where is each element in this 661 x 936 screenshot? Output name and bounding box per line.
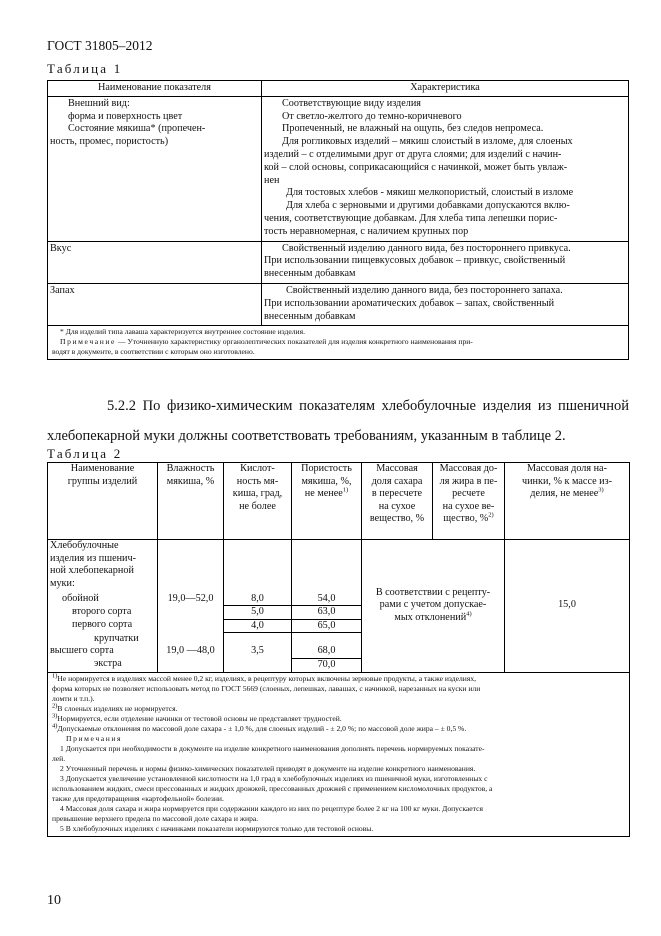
moisture-value: 19,0—52,0 <box>158 593 224 606</box>
document-header: ГОСТ 31805–2012 <box>47 38 153 53</box>
indicator-name: ность, промес, пористость) <box>50 136 169 148</box>
cell <box>224 633 292 646</box>
note-text: 3 Допускается увеличение установленной кислотности на 1,0 град в хлебобулочных изделиях из пшеничной муки, изготовленных с <box>60 773 488 783</box>
footnote-text: Нормируется, если отделение начинки от тестовой основы не представляет трудностей. <box>57 713 342 723</box>
acidity-value: 4,0 <box>224 619 292 633</box>
filling-value: 15,0 <box>558 599 576 611</box>
acidity-value: 5,0 <box>224 606 292 620</box>
characteristic-text: нен <box>264 174 280 186</box>
characteristic-text: При использовании ароматических добавок – запах, свойственный <box>264 297 555 309</box>
indicator-name: Состояние мякиша* (пропечен- <box>68 123 206 135</box>
filling-cell <box>505 540 630 673</box>
sugar-fat-text: мых отклонений <box>394 612 467 624</box>
sugar-fat-cell <box>362 540 505 673</box>
table-1 <box>47 80 629 360</box>
note-text: 2 Уточненный перечень и нормы физико-химических показателей приводят в документе на изделие конкретного наименования. <box>60 763 476 773</box>
row-name: обойной <box>48 593 158 606</box>
note-text: — Уточненную характеристику органолептических показателей для изделия конкретного наименования при- <box>116 337 473 347</box>
acidity-value: 3,5 <box>224 645 292 658</box>
note-text: превышение верхнего предела по массовой доле сахара и жира. <box>52 813 259 823</box>
paragraph-line: хлебопекарной муки должны соответствовать требованиям, указанным в таблице 2. <box>47 428 566 444</box>
table-row <box>48 241 629 283</box>
characteristic-text: Для рогликовых изделий – мякиш слоистый в изломе, для слоеных <box>282 136 573 148</box>
characteristic-text: тость неравномерная, с наличием крупных пор <box>264 225 469 237</box>
note-text: 1 Допускается при необходимости в документе на изделие конкретного наименования дополнять перечень нормируемых показате- <box>60 743 485 753</box>
porosity-value: 54,0 <box>292 593 362 606</box>
table-row <box>48 540 630 593</box>
header-text: Массовая до- <box>439 463 498 474</box>
header-text: мякиша, % <box>166 475 215 487</box>
header-text: Влажность <box>166 463 215 474</box>
footnote-mark: 2) <box>488 511 494 519</box>
porosity-value: 65,0 <box>292 619 362 633</box>
header-text: не более <box>239 500 276 512</box>
header-text: доля сахара <box>371 475 423 487</box>
characteristic-text: Свойственный изделию данного вида, без постороннего запаха. <box>286 284 563 296</box>
header-text: ность мя- <box>236 475 279 487</box>
indicator-cell <box>48 96 262 241</box>
table-2 <box>47 462 630 837</box>
header-text: ля жира в пе- <box>439 475 498 487</box>
characteristic-text: кой – слой основы, соприкасающийся с начинкой, может быть увлаж- <box>264 161 568 173</box>
footnote-mark: 1) <box>342 486 349 494</box>
header-text: на сухое ве- <box>442 500 495 512</box>
cell <box>158 540 224 593</box>
header-text: не менее <box>304 488 343 500</box>
page-number: 10 <box>47 893 61 908</box>
sugar-fat-text: В соответствии с рецепту- <box>375 586 491 598</box>
header-acidity <box>224 463 292 540</box>
header-text: на сухое <box>378 500 416 512</box>
header-text: Кислот- <box>240 463 275 474</box>
footnote-text: В слоеных изделиях не нормируется. <box>57 703 178 713</box>
cell <box>224 658 292 672</box>
header-text: вещество, % <box>369 513 425 525</box>
header-text: группы изделий <box>67 475 138 487</box>
characteristic-text: чения, соответствующие добавкам. Для хлеба типа лепешки порис- <box>264 212 558 224</box>
characteristic-text: Для хлеба с зерновыми и другими добавками допускаются вклю- <box>286 200 570 212</box>
characteristic-text: Пропеченный, не влажный на ощупь, без следов непромеса. <box>282 123 544 135</box>
cell <box>158 606 224 620</box>
note-text: 4 Массовая доля сахара и жира нормируется при содержании каждого из них по рецептуре более 2 кг на 100 кг муки. Допускается <box>60 803 483 813</box>
note-text: лей. <box>52 753 66 763</box>
footnote-mark: 3) <box>52 712 58 720</box>
indicator-name: Вкус <box>50 242 72 254</box>
header-group-name <box>48 463 158 540</box>
porosity-value: 63,0 <box>292 606 362 620</box>
porosity-value: 68,0 <box>292 645 362 658</box>
group-text: ной хлебопекарной <box>50 565 134 577</box>
header-moisture <box>158 463 224 540</box>
table-2-label: Таблица 2 <box>47 446 123 461</box>
footnote-text: Не нормируется в изделиях массой менее 0,2 кг, изделиях, в рецептуру которых включены зерновые продукты, а также изделиях, <box>57 673 477 683</box>
note-text: водят в документе, в соответствии с которым оно изготовлено. <box>52 347 255 357</box>
row-name: высшего сорта <box>48 645 158 658</box>
row-name: крупчатки <box>48 633 158 646</box>
header-filling <box>505 463 630 540</box>
header-text: Массовая <box>376 463 418 474</box>
group-name-cell <box>48 540 158 593</box>
header-sugar <box>362 463 433 540</box>
header-text: Массовая доля на- <box>527 463 607 474</box>
porosity-value: 70,0 <box>292 658 362 672</box>
cell <box>158 658 224 672</box>
header-text: киша, град, <box>232 488 283 500</box>
header-text: ресчете <box>452 488 485 500</box>
row-name: второго сорта <box>48 606 158 620</box>
table-1-footnote: * Для изделий типа лаваша характеризуется внутреннее состояние изделия. <box>60 327 306 337</box>
footnote-mark: 4) <box>52 722 58 730</box>
footnote-mark: 1) <box>52 672 58 680</box>
cell <box>292 633 362 646</box>
characteristic-text: Свойственный изделию данного вида, без постороннего привкуса. <box>282 242 571 254</box>
row-name: экстра <box>48 658 158 672</box>
table-1-header-characteristic: Характеристика <box>262 81 629 97</box>
indicator-name: форма и поверхность цвет <box>68 110 183 122</box>
characteristic-text: Соответствующие виду изделия <box>282 97 421 109</box>
footnote-mark: 2) <box>52 702 58 710</box>
indicator-cell <box>48 241 262 283</box>
indicator-cell <box>48 283 262 325</box>
header-text: делия, не менее <box>530 488 599 500</box>
header-text: в пересчете <box>371 488 423 500</box>
notes-label: Примечания <box>66 733 123 743</box>
characteristic-text: внесенным добавкам <box>264 268 356 280</box>
characteristic-cell <box>262 283 629 325</box>
group-text: Хлебобулочные <box>50 540 119 551</box>
cell <box>158 619 224 633</box>
paragraph-line: 5.2.2 По физико-химическим показателям хлебобулочные изделия из пшеничной <box>107 398 629 414</box>
cell <box>292 540 362 593</box>
table-2-notes <box>48 672 630 836</box>
note-text: также для предотвращения «картофельной» болезни. <box>52 793 224 803</box>
note-text: 5 В хлебобулочных изделиях с начинками показатели нормируются только для тестовой основы. <box>60 823 374 833</box>
group-text: изделия из пшенич- <box>50 552 137 564</box>
table-1-label: Таблица 1 <box>47 61 123 76</box>
characteristic-text: При использовании пищевкусовых добавок – привкус, свойственный <box>264 255 566 267</box>
cell <box>224 540 292 593</box>
moisture-value: 19,0 —48,0 <box>158 645 224 658</box>
header-text: Наименование <box>70 463 135 474</box>
note-text: использованием жидких, смеси прессованных и жидких дрожжей, прессованных дрожжей с применением кисломолочных продуктов, а <box>52 783 493 793</box>
table-row <box>48 96 629 241</box>
paragraph-5-2-2 <box>47 391 629 451</box>
row-name: первого сорта <box>48 619 158 633</box>
header-fat <box>433 463 505 540</box>
indicator-name: Внешний вид: <box>68 97 130 109</box>
table-row <box>48 283 629 325</box>
acidity-value: 8,0 <box>224 593 292 606</box>
cell <box>158 633 224 646</box>
header-text: чинки, % к массе из- <box>521 475 613 487</box>
header-text: Пористость <box>301 463 352 474</box>
characteristic-cell <box>262 241 629 283</box>
footnote-mark: 4) <box>466 610 472 618</box>
sugar-fat-text: рами с учетом допускае- <box>379 599 487 611</box>
footnote-text: Допускаемые отклонения по массовой доле сахара - ± 1,0 %, для слоеных изделий - ± 2,0 %; по массовой доле жира – ± 0,5 %. <box>57 723 467 733</box>
characteristic-text: внесенным добавкам <box>264 310 356 322</box>
table-1-note <box>52 337 624 347</box>
table-1-notes <box>48 326 629 360</box>
note-label: Примечание <box>60 337 117 347</box>
group-text: муки: <box>50 577 75 589</box>
header-text: мякиша, %, <box>301 475 352 487</box>
characteristic-cell <box>262 96 629 241</box>
header-text: щество, % <box>443 513 489 525</box>
indicator-name: Запах <box>50 284 75 296</box>
footnote-text: форма которых не позволяет использовать метод по ГОСТ 5669 (слоеных, лепешках, лавашах, с начинкой, нарезанных на куски или <box>52 683 481 693</box>
header-porosity <box>292 463 362 540</box>
characteristic-text: изделий – с отделимыми друг от друга слоями; для изделий с начин- <box>264 148 562 160</box>
footnote-mark: 3) <box>598 486 604 494</box>
characteristic-text: Для тостовых хлебов - мякиш мелкопористый, слоистый в изломе <box>286 187 574 199</box>
table-1-header-name: Наименование показателя <box>48 81 262 97</box>
characteristic-text: От светло-желтого до темно-коричневого <box>282 110 462 122</box>
footnote-text: ломти и т.п.). <box>52 693 95 703</box>
